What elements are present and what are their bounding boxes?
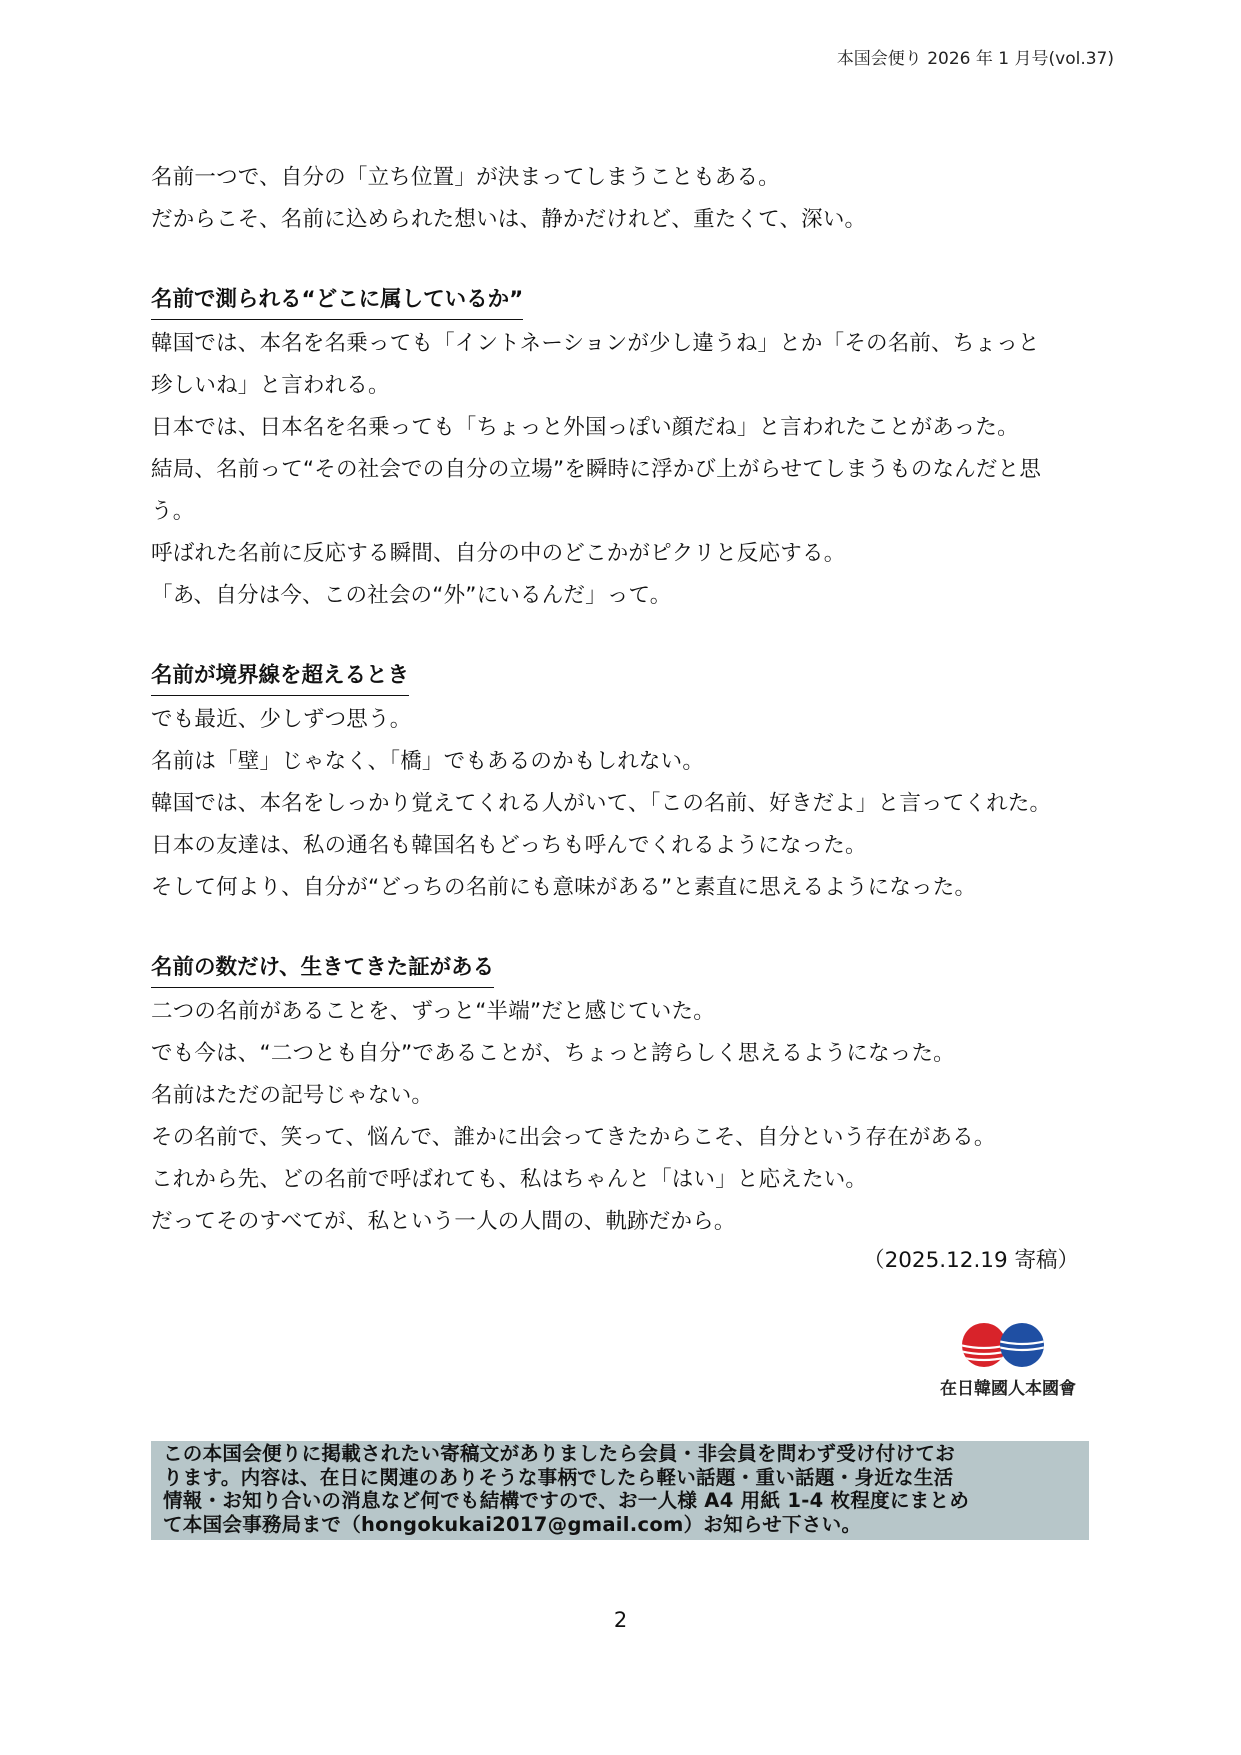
notice-line: 情報・お知り合いの消息など何でも結構ですので、お一人様 A4 用紙 1-4 枚程度にまとめ bbox=[163, 1489, 970, 1512]
paragraph-line: 名前は「壁」じゃなく、「橋」でもあるのかもしれない。 bbox=[151, 749, 705, 774]
section-heading: 名前が境界線を超えるとき bbox=[151, 657, 409, 696]
paragraph-line: これから先、どの名前で呼ばれても、私はちゃんと「はい」と応えたい。 bbox=[151, 1167, 868, 1192]
paragraph-line: でも最近、少しずつ思う。 bbox=[151, 707, 412, 732]
section-heading: 名前の数だけ、生きてきた証がある bbox=[151, 949, 494, 988]
paragraph-line: そして何より、自分が“どっちの名前にも意味がある”と素直に思えるようになった。 bbox=[151, 875, 977, 900]
organization-name: 在日韓國人本國會 bbox=[940, 1379, 1076, 1399]
organization-logo bbox=[928, 1320, 1088, 1400]
page-number: 2 bbox=[613, 1608, 628, 1632]
paragraph-line: う。 bbox=[151, 499, 195, 524]
paragraph-line: 二つの名前があることを、ずっと“半端”だと感じていた。 bbox=[151, 999, 715, 1024]
paragraph-line: 日本では、日本名を名乗っても「ちょっと外国っぽい顔だね」と言われたことがあった。 bbox=[151, 415, 1019, 440]
notice-line: この本国会便りに掲載されたい寄稿文がありましたら会員・非会員を問わず受け付けてお bbox=[163, 1442, 956, 1465]
paragraph-line: 韓国では、本名をしっかり覚えてくれる人がいて、「この名前、好きだよ」と言ってくれた。 bbox=[151, 791, 1052, 816]
newsletter-issue-header: 本国会便り 2026 年 1 月号(vol.37) bbox=[836, 49, 1114, 69]
section-heading: 名前で測られる“どこに属しているか” bbox=[151, 281, 523, 320]
paragraph-line: 珍しいね」と言われる。 bbox=[151, 373, 390, 398]
article-body bbox=[151, 157, 1096, 1243]
intro-line: だからこそ、名前に込められた想いは、静かだけれど、重たくて、深い。 bbox=[151, 207, 867, 232]
paragraph-line: その名前で、笑って、悩んで、誰かに出会ってきたからこそ、自分という存在がある。 bbox=[151, 1125, 996, 1150]
paragraph-line: 日本の友達は、私の通名も韓国名もどっちも呼んでくれるようになった。 bbox=[151, 833, 867, 858]
paragraph-line: 呼ばれた名前に反応する瞬間、自分の中のどこかがピクリと反応する。 bbox=[151, 541, 846, 566]
notice-line: ります。内容は、在日に関連のありそうな事柄でしたら軽い話題・重い話題・身近な生活 bbox=[163, 1465, 954, 1489]
paragraph-line: だってそのすべてが、私という一人の人間の、軌跡だから。 bbox=[151, 1209, 736, 1234]
notice-line: て本国会事務局まで（hongokukai2017@gmail.com）お知らせ下さい。 bbox=[163, 1512, 862, 1536]
paragraph-line: 韓国では、本名を名乗っても「イントネーションが少し違うね」とか「その名前、ちょっと bbox=[151, 331, 1040, 356]
paragraph-line: 名前はただの記号じゃない。 bbox=[151, 1083, 434, 1108]
submission-notice bbox=[151, 1441, 1089, 1540]
logo-circles-icon bbox=[928, 1320, 1088, 1372]
paragraph-line: 結局、名前って“その社会での自分の立場”を瞬時に浮かび上がらせてしまうものなんだと思 bbox=[151, 457, 1042, 482]
paragraph-line: でも今は、“二つとも自分”であることが、ちょっと誇らしく思えるようになった。 bbox=[151, 1041, 955, 1066]
contribution-date: （2025.12.19 寄稿） bbox=[863, 1248, 1079, 1273]
paragraph-line: 「あ、自分は今、この社会の“外”にいるんだ」って。 bbox=[151, 583, 672, 608]
intro-line: 名前一つで、自分の「立ち位置」が決まってしまうこともある。 bbox=[151, 165, 780, 190]
